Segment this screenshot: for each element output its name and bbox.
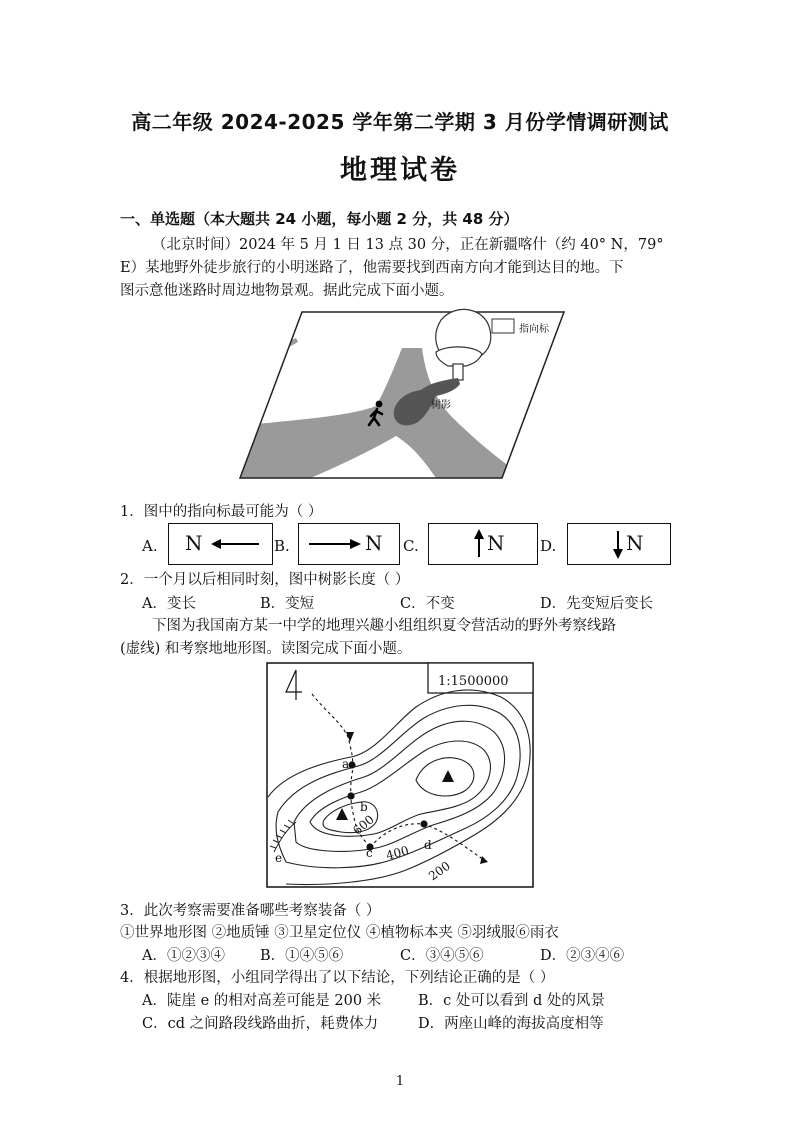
q2-option-a: A．变长 (142, 596, 196, 612)
q3-option-b: B．①④⑤⑥ (260, 948, 344, 964)
q3-option-d: D．②③④⑥ (540, 948, 625, 964)
subject-title: 地理试卷 (340, 155, 460, 186)
intro1-line1: （北京时间）2024 年 5 月 1 日 13 点 30 分，正在新疆喀什（约 40° N，79° (152, 237, 664, 253)
contour-label-600: 600 (350, 812, 377, 838)
q4-option-c: C．cd 之间路段线路曲折，耗费体力 (142, 1016, 379, 1032)
intro2-line1: 下图为我国南方某一中学的地理兴趣小组组织夏令营活动的野外考察线路 (152, 618, 616, 634)
q2-option-c: C．不变 (400, 596, 455, 612)
down-arrow-icon (612, 529, 624, 559)
q4-option-b: B．c 处可以看到 d 处的风景 (418, 993, 605, 1009)
shadow-label: 树影 (431, 400, 451, 411)
q1-option-d-letter: D. (540, 537, 557, 555)
contour-label-200: 200 (426, 858, 453, 884)
q2-option-b: B．变短 (260, 596, 315, 612)
q1-option-a-letter: A. (142, 537, 158, 555)
q3-option-a: A．①②③④ (142, 948, 225, 964)
q1-option-b-letter: B. (274, 537, 290, 555)
q1-stem: 1．图中的指向标最可能为（ ） (120, 504, 323, 520)
contour-label-400: 400 (384, 843, 411, 863)
point-d (420, 820, 427, 827)
legend-swatch (492, 319, 514, 333)
exam-title: 高二年级 2024-2025 学年第二学期 3 月份学情调研测试 (131, 110, 669, 134)
q3-stem: 3．此次考察需要准备哪些考察装备（ ） (120, 903, 381, 919)
n-label: N (626, 531, 644, 555)
legend-label: 指向标 (519, 324, 549, 335)
n-label: N (365, 531, 383, 555)
landscape-figure (236, 308, 566, 484)
page-number: 1 (395, 1074, 405, 1089)
q1-option-c-box (428, 523, 538, 565)
label-d: d (424, 838, 432, 852)
q3-items: ①世界地形图 ②地质锤 ③卫星定位仪 ④植物标本夹 ⑤羽绒服⑥雨衣 (120, 925, 559, 941)
q1-option-d-box (567, 523, 671, 565)
label-c: c (366, 846, 373, 860)
label-b: b (360, 800, 368, 814)
up-arrow-icon (473, 529, 485, 559)
q3-option-c: C．③④⑤⑥ (400, 948, 484, 964)
label-e: e (275, 851, 283, 865)
n-label: N (185, 531, 203, 555)
intro1-line2: E）某地野外徒步旅行的小明迷路了，他需要找到西南方向才能到达目的地。下 (120, 260, 624, 276)
left-arrow-icon (209, 536, 261, 552)
q1-option-a-box (168, 523, 273, 565)
q2-option-d: D．先变短后变长 (540, 596, 654, 612)
q1-option-b-box (298, 523, 400, 565)
q1-option-c-letter: C. (403, 537, 419, 555)
q4-option-d: D．两座山峰的海拔高度相等 (418, 1016, 604, 1032)
label-a: a (342, 757, 350, 771)
point-b (347, 792, 354, 799)
point-a (348, 761, 355, 768)
intro2-line2: (虚线) 和考察地地形图。读图完成下面小题。 (120, 641, 412, 657)
right-arrow-icon (307, 536, 361, 552)
intro1-line3: 图示意他迷路时周边地物景观。据此完成下面小题。 (120, 283, 454, 299)
q4-option-a: A．陡崖 e 的相对高差可能是 200 米 (142, 993, 382, 1009)
q4-stem: 4．根据地形图，小组同学得出了以下结论，下列结论正确的是（ ） (120, 970, 555, 986)
map-scale: 1:1500000 (438, 674, 509, 689)
section-heading: 一、单选题（本大题共 24 小题，每小题 2 分，共 48 分） (120, 210, 519, 228)
n-label: N (487, 531, 505, 555)
q2-stem: 2．一个月以后相同时刻，图中树影长度（ ） (120, 572, 410, 588)
